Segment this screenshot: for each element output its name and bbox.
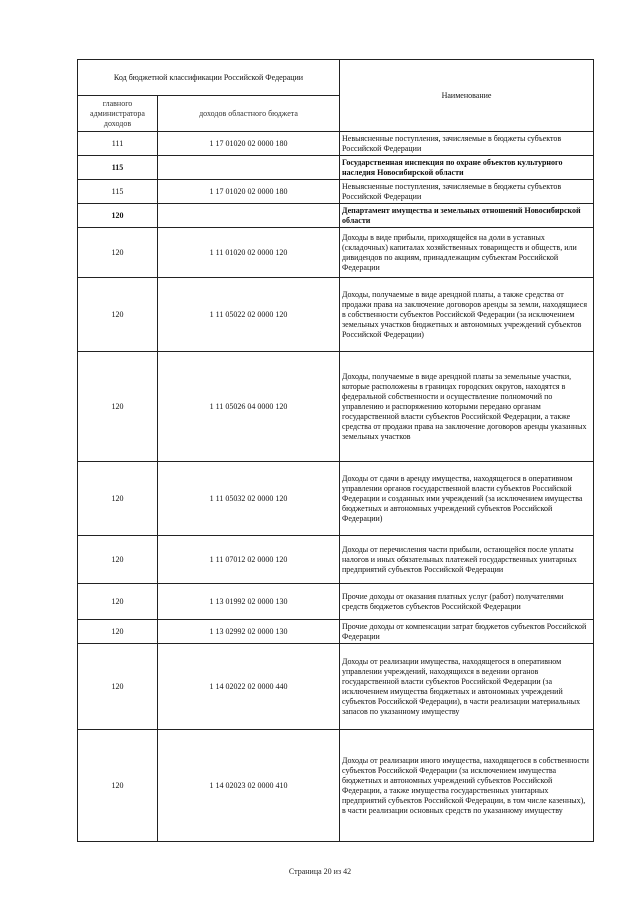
table-row [78, 132, 594, 156]
header-income-column: доходов областного бюджета [158, 96, 340, 132]
table-row [78, 620, 594, 644]
budget-classification-table [77, 59, 594, 842]
table-row [78, 228, 594, 278]
header-admin-column: главного администратора доходов [78, 96, 158, 132]
income-code-cell [158, 204, 340, 228]
admin-code-cell: 120 [78, 462, 158, 536]
income-code-cell: 1 11 05026 04 0000 120 [158, 352, 340, 462]
name-cell: Доходы, получаемые в виде арендной платы за земельные участки, которые расположены в границах городских округов, находятся в федеральной собственности и осуществление полномочий по управлению и распоряжению которыми передано органам государственной власти субъектов Российской Федерации, а также средства от продажи права на заключение договоров аренды указанных земельных участков [340, 352, 594, 462]
admin-code-cell: 120 [78, 204, 158, 228]
table-row [78, 180, 594, 204]
table-row [78, 644, 594, 730]
header-budget-code-group: Код бюджетной классификации Российской Федерации [78, 60, 340, 96]
table-row [78, 352, 594, 462]
income-code-cell: 1 13 01992 02 0000 130 [158, 584, 340, 620]
header-name-column: Наименование [340, 60, 594, 132]
page-number: Страница 20 из 42 [288, 867, 352, 876]
table-row [78, 730, 594, 842]
table-row [78, 536, 594, 584]
income-code-cell: 1 11 05032 02 0000 120 [158, 462, 340, 536]
income-code-cell: 1 17 01020 02 0000 180 [158, 180, 340, 204]
name-cell: Невыясненные поступления, зачисляемые в бюджеты субъектов Российской Федерации [340, 180, 594, 204]
admin-code-cell: 120 [78, 620, 158, 644]
name-cell: Доходы, получаемые в виде арендной платы, а также средства от продажи права на заключение договоров аренды за земли, находящиеся в собственности субъектов Российской Федерации (за исключением земельных участков бюджетных и автономных учреждений субъектов Российской Федерации) [340, 278, 594, 352]
name-cell: Доходы от сдачи в аренду имущества, находящегося в оперативном управлении органов государственной власти субъектов Российской Федерации и созданных ими учреждений (за исключением имущества бюджетных и автономных учреждений субъектов Российской Федерации) [340, 462, 594, 536]
table-header-row [78, 60, 594, 96]
table-row [78, 462, 594, 536]
income-code-cell [158, 156, 340, 180]
admin-code-cell: 115 [78, 180, 158, 204]
table-row [78, 204, 594, 228]
name-cell: Доходы от реализации иного имущества, находящегося в собственности субъектов Российской Федерации (за исключением имущества бюджетных и автономных учреждений субъектов Российской Федерации, а также имущества государственных унитарных предприятий субъектов Российской Федерации, в том числе казенных), в части реализации основных средств по указанному имуществу [340, 730, 594, 842]
name-cell: Прочие доходы от оказания платных услуг (работ) получателями средств бюджетов субъектов Российской Федерации [340, 584, 594, 620]
admin-code-cell: 115 [78, 156, 158, 180]
admin-code-cell: 111 [78, 132, 158, 156]
name-cell: Невыясненные поступления, зачисляемые в бюджеты субъектов Российской Федерации [340, 132, 594, 156]
name-cell: Доходы от перечисления части прибыли, остающейся после уплаты налогов и иных обязательных платежей государственных унитарных предприятий субъектов Российской Федерации [340, 536, 594, 584]
admin-code-cell: 120 [78, 278, 158, 352]
income-code-cell: 1 17 01020 02 0000 180 [158, 132, 340, 156]
admin-code-cell: 120 [78, 352, 158, 462]
income-code-cell: 1 11 01020 02 0000 120 [158, 228, 340, 278]
name-cell: Доходы от реализации имущества, находящегося в оперативном управлении учреждений, находящихся в ведении органов государственной власти субъектов Российской Федерации (за исключением имущества бюджетных и автономных учреждений субъектов Российской Федерации), в части реализации материальных запасов по указанному имуществу [340, 644, 594, 730]
admin-code-cell: 120 [78, 536, 158, 584]
admin-code-cell: 120 [78, 584, 158, 620]
name-cell: Государственная инспекция по охране объектов культурного наследия Новосибирской области [340, 156, 594, 180]
income-code-cell: 1 14 02022 02 0000 440 [158, 644, 340, 730]
name-cell: Прочие доходы от компенсации затрат бюджетов субъектов Российской Федерации [340, 620, 594, 644]
name-cell: Департамент имущества и земельных отношений Новосибирской области [340, 204, 594, 228]
income-code-cell: 1 14 02023 02 0000 410 [158, 730, 340, 842]
income-code-cell: 1 13 02992 02 0000 130 [158, 620, 340, 644]
admin-code-cell: 120 [78, 730, 158, 842]
income-code-cell: 1 11 07012 02 0000 120 [158, 536, 340, 584]
table-row [78, 584, 594, 620]
name-cell: Доходы в виде прибыли, приходящейся на доли в уставных (складочных) капиталах хозяйственных товариществ и обществ, или дивидендов по акциям, принадлежащим субъектам Российской Федерации [340, 228, 594, 278]
admin-code-cell: 120 [78, 228, 158, 278]
table-row [78, 156, 594, 180]
admin-code-cell: 120 [78, 644, 158, 730]
income-code-cell: 1 11 05022 02 0000 120 [158, 278, 340, 352]
table-row [78, 278, 594, 352]
